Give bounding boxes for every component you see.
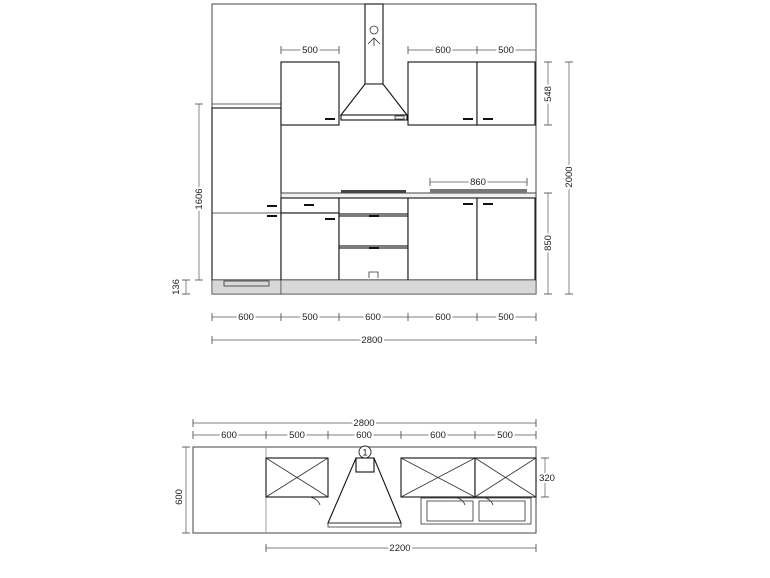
plan-width-5: 500 xyxy=(497,430,513,441)
plan-depth: 600 xyxy=(174,489,185,505)
plan-wall-cabinet-left xyxy=(266,458,328,497)
plan-marker-label: 1 xyxy=(362,447,368,459)
front-elevation xyxy=(171,4,575,346)
dim-plinth-height: 136 xyxy=(171,279,182,295)
dimension-heights-right xyxy=(543,62,575,294)
dim-hob: 860 xyxy=(470,177,486,188)
base-cabinet-1 xyxy=(281,198,339,280)
dim-fridge-height: 1606 xyxy=(194,188,205,210)
dim-total-height: 2000 xyxy=(564,166,575,188)
plan-width-1: 600 xyxy=(221,430,237,441)
plan-wall-cabinet-right xyxy=(475,458,536,497)
wall-cabinet-left xyxy=(281,62,339,125)
plan-view xyxy=(174,418,555,554)
dim-base-2: 500 xyxy=(302,312,318,323)
base-cabinet-oven xyxy=(339,198,408,280)
plan-width-3: 600 xyxy=(356,430,372,441)
range-hood xyxy=(341,4,407,120)
dim-wall-left: 500 xyxy=(302,45,318,56)
dim-base-5: 500 xyxy=(498,312,514,323)
plan-width-2: 500 xyxy=(289,430,305,441)
dimension-widths-bottom xyxy=(212,312,536,346)
dimension-heights-left xyxy=(171,104,205,295)
dim-base-height: 850 xyxy=(543,235,554,251)
plinth xyxy=(281,280,536,294)
dim-wall-right: 500 xyxy=(498,45,514,56)
dim-base-1: 600 xyxy=(238,312,254,323)
plan-total-width: 2800 xyxy=(353,418,375,429)
countertop xyxy=(281,193,536,198)
dim-wall-mid: 600 xyxy=(435,45,451,56)
plan-wall-cabinet-depth: 320 xyxy=(539,473,555,484)
fridge-column xyxy=(212,104,281,294)
wall-cabinet-mid xyxy=(408,62,477,125)
plan-width-4: 600 xyxy=(430,430,446,441)
base-cabinet-3 xyxy=(408,198,477,280)
plan-counter-length: 2200 xyxy=(389,543,411,554)
dim-total-width: 2800 xyxy=(361,335,383,346)
wall-cabinet-right xyxy=(477,62,535,125)
plan-sink xyxy=(421,498,531,524)
base-cabinet-4 xyxy=(477,198,535,280)
hob xyxy=(341,190,406,193)
dim-base-3: 600 xyxy=(365,312,381,323)
dim-base-4: 600 xyxy=(435,312,451,323)
plan-wall-cabinet-mid xyxy=(401,458,475,497)
sink-edge xyxy=(430,189,527,193)
dim-wall-cabinet-height: 548 xyxy=(543,86,554,102)
